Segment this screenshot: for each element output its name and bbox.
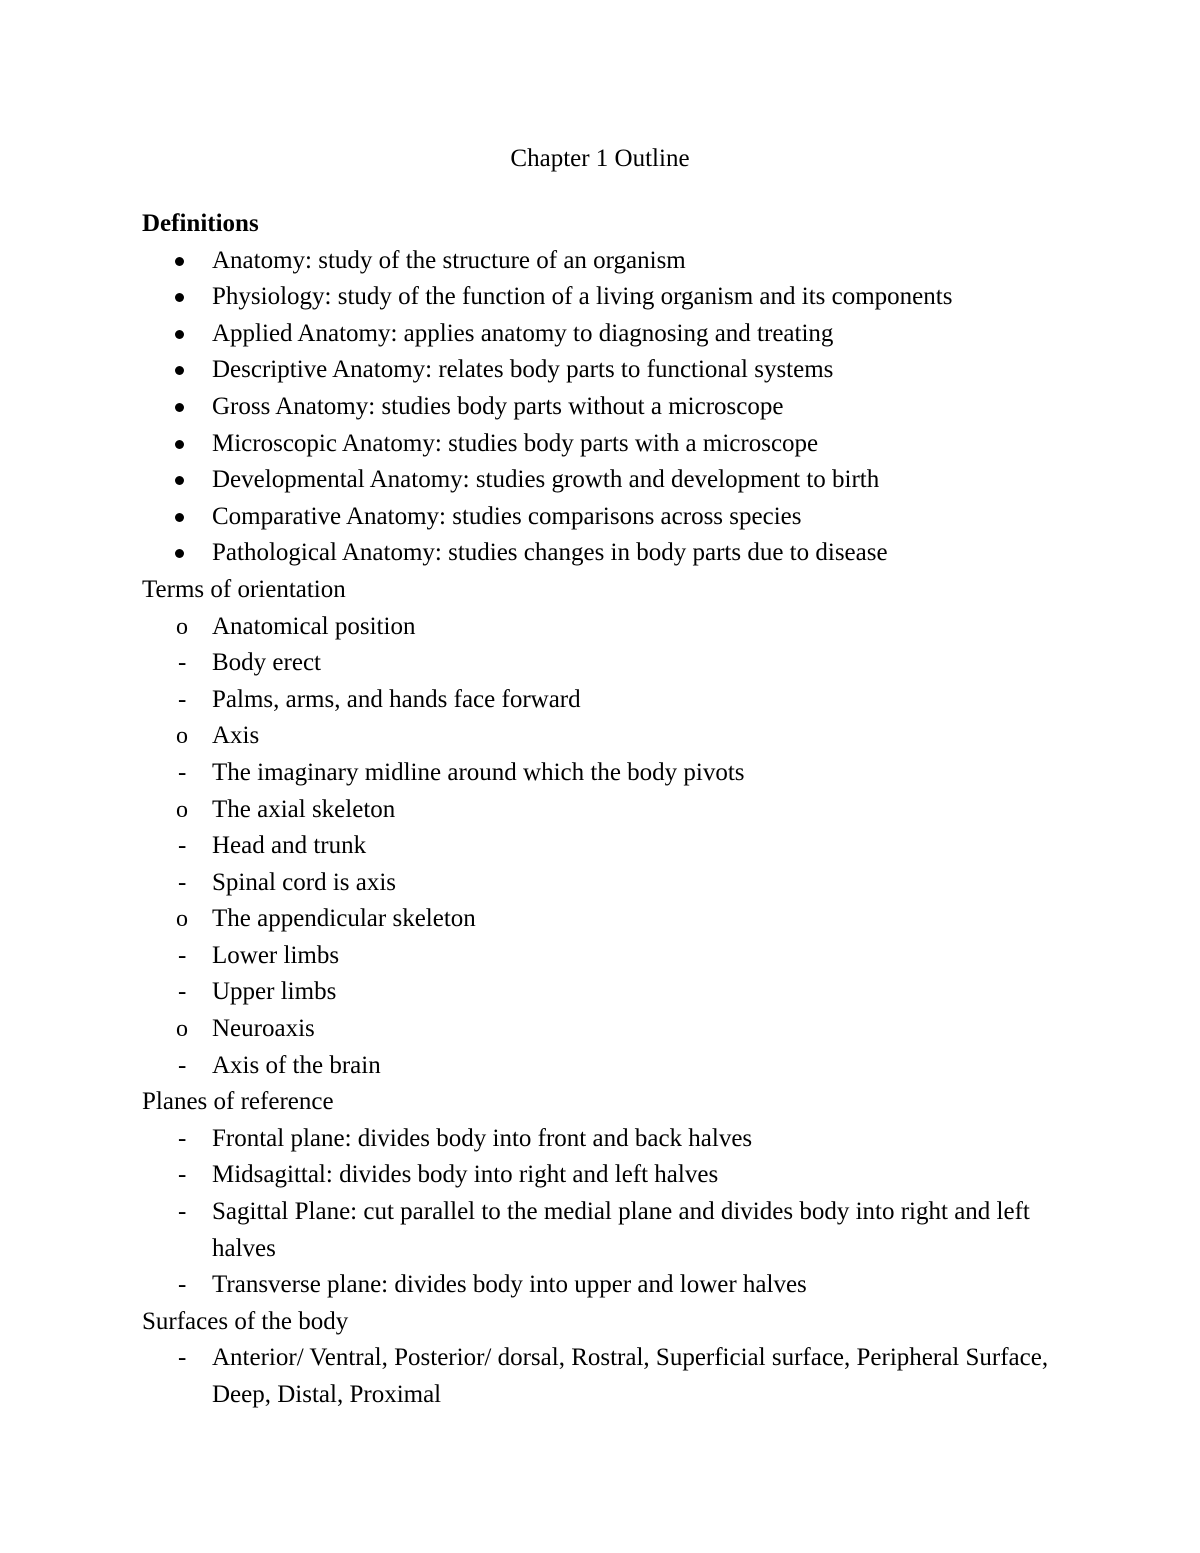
dash-bullet-icon: - [178,649,187,677]
list-item [142,792,1052,829]
list-item [142,535,1052,572]
list-item [142,865,1052,902]
list-item [142,682,1052,719]
list-item [142,426,1052,463]
item-text: The appendicular skeleton [212,905,476,933]
list-item [142,1267,1052,1304]
page-title: Chapter 1 Outline [510,145,690,172]
list-item [142,901,1052,938]
item-text: Midsagittal: divides body into right and left halves [212,1161,719,1189]
dash-bullet-icon: - [178,685,187,713]
item-text: Anatomy: study of the structure of an organism [212,246,686,274]
list-item [142,462,1052,499]
dash-bullet-icon: - [178,1051,187,1079]
item-text: Frontal plane: divides body into front and back halves [212,1124,753,1152]
item-text: Upper limbs [212,978,337,1006]
item-text: Anterior/ Ventral, Posterior/ dorsal, Rostral, Superficial surface, Peripheral Surface, Deep, Distal, Proximal [212,1344,1049,1408]
dash-bullet-icon: - [178,978,187,1006]
list-item [142,243,1052,280]
dash-bullet-icon: - [178,1124,187,1152]
item-text: Axis [212,722,260,750]
list-item [142,974,1052,1011]
list-item [142,938,1052,975]
list-item [142,389,1052,426]
dash-bullet-icon: - [178,758,187,786]
item-text: Transverse plane: divides body into upper and lower halves [212,1271,807,1299]
section-terms-of-orientation [142,572,1052,1084]
item-text: Microscopic Anatomy: studies body parts with a microscope [212,429,819,457]
item-text: Body erect [212,649,321,677]
list-item [142,645,1052,682]
list-item [142,1157,1052,1194]
dash-bullet-icon: - [178,1271,187,1299]
list-item [142,1121,1052,1158]
dash-bullet-icon: - [178,832,187,860]
circle-bullet-icon: o [176,906,188,933]
list-item [142,609,1052,646]
section-definitions [142,206,1052,572]
section-heading: Planes of reference [142,1088,334,1116]
list-item [142,316,1052,353]
item-text: Anatomical position [212,612,416,640]
outline-body [142,206,1052,1414]
dash-bullet-icon: - [178,941,187,969]
item-text: Gross Anatomy: studies body parts without a microscope [212,392,784,420]
list-item [142,828,1052,865]
circle-bullet-icon: o [176,613,188,640]
list-item [142,755,1052,792]
item-text: Spinal cord is axis [212,868,397,896]
list-item [142,1340,1052,1413]
list-item [142,718,1052,755]
item-text: Sagittal Plane: cut parallel to the medial plane and divides body into right and left halves [212,1198,1030,1262]
dash-bullet-icon: - [178,1344,187,1372]
item-text: Physiology: study of the function of a living organism and its components [212,283,953,311]
item-text: Axis of the brain [212,1051,381,1079]
list-item [142,279,1052,316]
item-text: Applied Anatomy: applies anatomy to diagnosing and treating [212,319,834,347]
section-planes-of-reference [142,1084,1052,1304]
item-text: Descriptive Anatomy: relates body parts to functional systems [212,356,834,384]
item-text: The imaginary midline around which the body pivots [212,758,745,786]
dash-bullet-icon: - [178,1198,187,1226]
circle-bullet-icon: o [176,1016,188,1043]
circle-bullet-icon: o [176,796,188,823]
list-item [142,499,1052,536]
item-text: Lower limbs [212,941,340,969]
section-heading: Definitions [142,210,259,237]
item-text: Head and trunk [212,832,367,860]
item-text: Pathological Anatomy: studies changes in body parts due to disease [212,539,888,567]
list-item [142,352,1052,389]
dash-bullet-icon: - [178,868,187,896]
item-text: Neuroaxis [212,1015,315,1043]
section-surfaces-of-the-body [142,1304,1052,1414]
section-heading: Surfaces of the body [142,1307,349,1335]
item-text: Comparative Anatomy: studies comparisons across species [212,502,802,530]
list-item [142,1194,1052,1267]
list-item [142,1048,1052,1085]
section-heading: Terms of orientation [142,575,346,603]
item-text: Palms, arms, and hands face forward [212,685,581,713]
list-item [142,1011,1052,1048]
dash-bullet-icon: - [178,1161,187,1189]
item-text: The axial skeleton [212,795,396,823]
circle-bullet-icon: o [176,723,188,750]
item-text: Developmental Anatomy: studies growth and development to birth [212,466,880,494]
